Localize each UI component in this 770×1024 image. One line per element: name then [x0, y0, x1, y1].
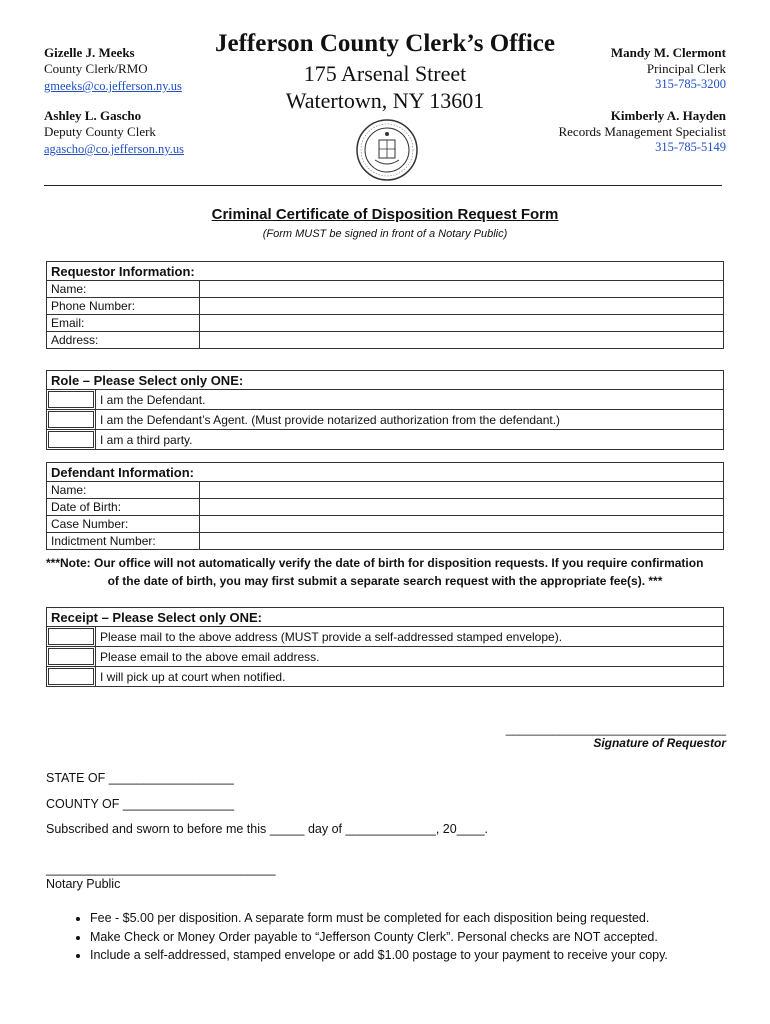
requestor-phone-label: Phone Number:	[47, 298, 200, 315]
requestor-info-table	[46, 261, 724, 349]
records-specialist-role: Records Management Specialist	[558, 124, 726, 139]
defendant-case-label: Case Number:	[47, 516, 200, 533]
notary-signature-line[interactable]: _________________________________	[46, 862, 276, 876]
dob-note	[46, 554, 736, 590]
signature-line[interactable]: _________________________________	[505, 722, 726, 736]
role-agent-label: I am the Defendant’s Agent. (Must provide notarized authorization from the defendant.)	[96, 410, 724, 430]
requestor-email-label: Email:	[47, 315, 200, 332]
requestor-address-field[interactable]	[200, 332, 724, 349]
signature-label: Signature of Requestor	[593, 736, 726, 750]
office-address-city: Watertown, NY 13601	[285, 88, 485, 113]
payment-instruction: • Make Check or Money Order payable to “Jefferson County Clerk”. Personal checks are NOT accepted.	[90, 928, 770, 947]
dob-note-line-2: of the date of birth, you may first submit a separate search request with the appropriate fee(s). ***	[107, 574, 663, 588]
defendant-name-label: Name:	[47, 482, 200, 499]
receipt-email-label: Please email to the above email address.	[96, 647, 724, 667]
requestor-address-label: Address:	[47, 332, 200, 349]
defendant-case-field[interactable]	[200, 516, 724, 533]
clerk-name: Gizelle J. Meeks	[44, 45, 135, 60]
records-specialist-block	[480, 108, 726, 155]
defendant-dob-field[interactable]	[200, 499, 724, 516]
clerk-email-link[interactable]: gmeeks@co.jefferson.ny.us	[44, 79, 182, 93]
receipt-pickup-checkbox[interactable]	[48, 668, 94, 685]
role-third-party-checkbox[interactable]	[48, 431, 94, 448]
clerk-block	[44, 45, 182, 95]
defendant-info-table	[46, 462, 724, 550]
office-title: Jefferson County Clerk’s Office	[215, 30, 555, 57]
requestor-name-label: Name:	[47, 281, 200, 298]
records-specialist-phone: 315-785-5149	[655, 140, 726, 154]
office-address-street: 175 Arsenal Street	[303, 61, 467, 86]
receipt-heading: Receipt – Please Select only ONE:	[47, 608, 724, 627]
role-third-party-label: I am a third party.	[96, 430, 724, 450]
notary-state: STATE OF __________________	[46, 771, 234, 785]
principal-clerk-phone: 315-785-3200	[655, 77, 726, 91]
requestor-email-field[interactable]	[200, 315, 724, 332]
defendant-indictment-label: Indictment Number:	[47, 533, 200, 550]
role-defendant-label: I am the Defendant.	[96, 390, 724, 410]
instructions-list	[46, 909, 770, 965]
notary-county: COUNTY OF ________________	[46, 797, 235, 811]
role-table	[46, 370, 724, 450]
defendant-dob-label: Date of Birth:	[47, 499, 200, 516]
receipt-email-checkbox[interactable]	[48, 648, 94, 665]
county-seal-icon	[355, 118, 419, 182]
deputy-block	[44, 108, 184, 158]
deputy-email-link[interactable]: agascho@co.jefferson.ny.us	[44, 142, 184, 156]
deputy-role: Deputy County Clerk	[44, 124, 156, 139]
deputy-name: Ashley L. Gascho	[44, 108, 142, 123]
form-subtitle: (Form MUST be signed in front of a Notary Public)	[262, 228, 508, 240]
role-defendant-checkbox[interactable]	[48, 391, 94, 408]
requestor-name-field[interactable]	[200, 281, 724, 298]
receipt-pickup-label: I will pick up at court when notified.	[96, 667, 724, 687]
receipt-table	[46, 607, 724, 687]
defendant-heading: Defendant Information:	[47, 463, 724, 482]
envelope-instruction: • Include a self-addressed, stamped envelope or add $1.00 postage to your payment to receive your copy.	[90, 946, 770, 965]
defendant-name-field[interactable]	[200, 482, 724, 499]
header-divider	[44, 185, 722, 186]
requestor-heading: Requestor Information:	[47, 262, 724, 281]
clerk-role: County Clerk/RMO	[44, 61, 148, 76]
defendant-indictment-field[interactable]	[200, 533, 724, 550]
fee-instruction: • Fee - $5.00 per disposition. A separate form must be completed for each disposition being requested.	[90, 909, 770, 928]
receipt-mail-checkbox[interactable]	[48, 628, 94, 645]
records-specialist-name: Kimberly A. Hayden	[610, 108, 726, 123]
form-title: Criminal Certificate of Disposition Request Form	[211, 206, 559, 223]
notary-sworn-statement: Subscribed and sworn to before me this _____ day of _____________, 20____.	[46, 822, 488, 836]
principal-clerk-role: Principal Clerk	[646, 61, 726, 76]
dob-note-line-1: ***Note: Our office will not automatically verify the date of birth for disposition requests. If you require confirmation	[46, 556, 704, 570]
role-heading: Role – Please Select only ONE:	[47, 371, 724, 390]
role-agent-checkbox[interactable]	[48, 411, 94, 428]
principal-clerk-name: Mandy M. Clermont	[610, 45, 726, 60]
requestor-phone-field[interactable]	[200, 298, 724, 315]
receipt-mail-label: Please mail to the above address (MUST provide a self-addressed stamped envelope).	[96, 627, 724, 647]
principal-clerk-block	[480, 45, 726, 92]
notary-label: Notary Public	[46, 877, 121, 891]
